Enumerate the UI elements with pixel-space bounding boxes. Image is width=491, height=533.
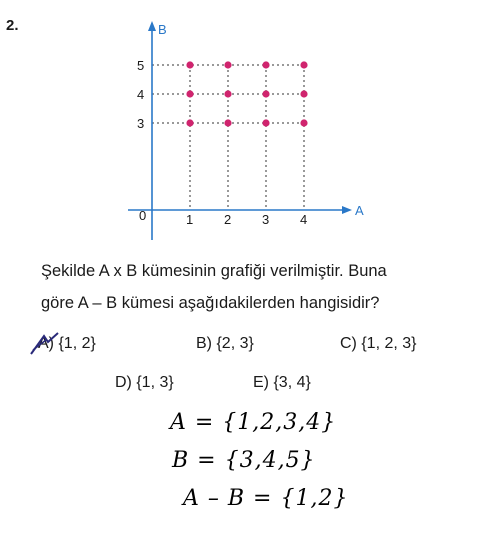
data-point — [262, 119, 269, 126]
data-point — [262, 90, 269, 97]
y-axis-label: B — [158, 22, 167, 37]
y-axis-arrow-icon — [148, 21, 156, 31]
x-tick-label: 3 — [262, 212, 270, 227]
origin-label: 0 — [139, 208, 147, 223]
option-c[interactable]: C) {1, 2, 3} — [340, 335, 417, 352]
data-point — [186, 90, 193, 97]
option-d[interactable]: D) {1, 3} — [115, 374, 174, 391]
y-tick-label: 5 — [137, 58, 145, 73]
data-point — [300, 119, 307, 126]
x-tick-label: 4 — [300, 212, 308, 227]
data-point — [262, 61, 269, 68]
data-point — [186, 119, 193, 126]
question-number: 2. — [6, 17, 19, 34]
option-b[interactable]: B) {2, 3} — [196, 335, 254, 352]
data-point — [300, 90, 307, 97]
answer-checkmark-icon — [28, 330, 62, 358]
handwritten-difference: A – B = {1,2} — [183, 486, 349, 511]
data-point — [186, 61, 193, 68]
x-axis-label: A — [355, 203, 364, 218]
data-point — [224, 90, 231, 97]
data-point — [224, 61, 231, 68]
y-tick-label: 3 — [137, 116, 145, 131]
handwritten-set-b: B = {3,4,5} — [172, 448, 316, 473]
question-text-line2: göre A – B kümesi aşağıdakilerden hangisidir? — [41, 294, 380, 312]
x-axis-arrow-icon — [342, 206, 352, 214]
question-text-line1: Şekilde A x B kümesinin grafiği verilmiştir. Buna — [41, 262, 387, 280]
data-point — [300, 61, 307, 68]
option-a[interactable]: A) {1, 2} — [38, 335, 96, 352]
handwritten-set-a: A = {1,2,3,4} — [170, 410, 337, 435]
x-tick-label: 1 — [186, 212, 194, 227]
x-tick-label: 2 — [224, 212, 232, 227]
option-e[interactable]: E) {3, 4} — [253, 374, 311, 391]
data-point — [224, 119, 231, 126]
y-tick-label: 4 — [137, 87, 145, 102]
